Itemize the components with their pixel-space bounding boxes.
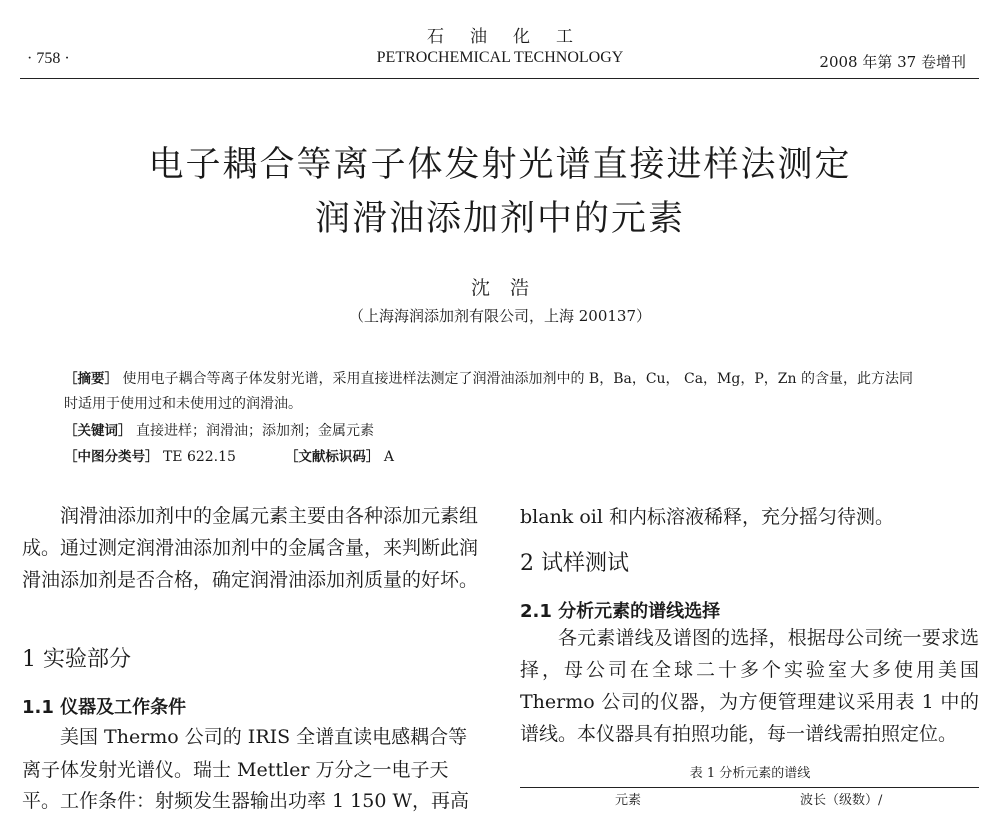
keywords-line	[64, 419, 374, 440]
instrument-line1: 美国 Thermo 公司的 IRIS 全谱直读电感耦合等	[60, 726, 468, 748]
abstract-label: ［摘要］	[64, 371, 118, 387]
section-1-1-heading: 1.1 仪器及工作条件	[22, 697, 187, 718]
page-number: · 758 ·	[27, 50, 70, 67]
classification-line	[64, 445, 394, 465]
table-caption: 表 1 分析元素的谱线	[689, 766, 811, 781]
paper-title-line2: 润滑油添加剂中的元素	[314, 199, 685, 239]
instrument-line2: 离子体发射光谱仪。瑞士 Mettler 万分之一电子天	[22, 759, 449, 781]
clc-label: ［中图分类号］	[64, 449, 159, 465]
clc-value: TE 622.15	[162, 449, 236, 465]
header-rule	[20, 78, 979, 79]
table-header-wavelength: 波长（级数）/	[800, 793, 883, 808]
doc-code-value: A	[383, 449, 394, 465]
keywords-text: 直接进样；润滑油；添加剂；金属元素	[135, 423, 374, 439]
intro-text: 润滑油添加剂中的金属元素主要由各种添加元素组成。通过测定润滑油添加剂中的金属含量，来判断此润滑油添加剂是否合格，确定润滑油添加剂质量的好坏。	[22, 505, 479, 591]
author-affiliation: （上海海润添加剂有限公司，上海 200137）	[348, 307, 652, 325]
section-2-heading: 2 试样测试	[520, 551, 629, 576]
journal-name-en: PETROCHEMICAL TECHNOLOGY	[376, 49, 624, 66]
instrument-line3: 平。工作条件：射频发生器输出功率 1 150 W，再高	[22, 790, 470, 812]
abstract-text-1: 使用电子耦合等离子体发射光谱，采用直接进样法测定了润滑油添加剂中的 B，Ba，Cu， Ca，Mg，P，Zn 的含量，此方法同	[122, 371, 913, 387]
section-1-heading: 1 实验部分	[22, 647, 131, 672]
intro-paragraph	[22, 500, 478, 596]
dilution-text: blank oil 和内标溶液稀释，充分摇匀待测。	[520, 506, 894, 528]
table-top-rule	[520, 787, 979, 788]
issue-info: 2008 年第 37 卷增刊	[819, 53, 966, 71]
abstract-line2	[64, 393, 302, 413]
paper-title-line1: 电子耦合等离子体发射光谱直接进样法测定	[148, 145, 852, 185]
spectral-line-text: 各元素谱线及谱图的选择，根据母公司统一要求选择，母公司在全球二十多个实验室大多使用美国 Thermo 公司的仪器，为方便管理建议采用表 1 中的谱线。本仪器具有拍照功能，每一谱线需拍照定位。	[520, 627, 979, 745]
journal-name-cn: 石油化工	[427, 27, 599, 47]
abstract-text-2: 时适用于使用过和未使用过的润滑油。	[64, 396, 302, 412]
author-name: 沈浩	[470, 277, 549, 299]
doc-code-label: ［文献标识码］	[284, 449, 380, 465]
section-2-1-heading: 2.1 分析元素的谱线选择	[520, 601, 721, 622]
spectral-line-paragraph	[520, 622, 979, 750]
abstract-line1	[64, 367, 913, 388]
keywords-label: ［关键词］	[64, 423, 132, 439]
table-header-element: 元素	[615, 793, 642, 808]
